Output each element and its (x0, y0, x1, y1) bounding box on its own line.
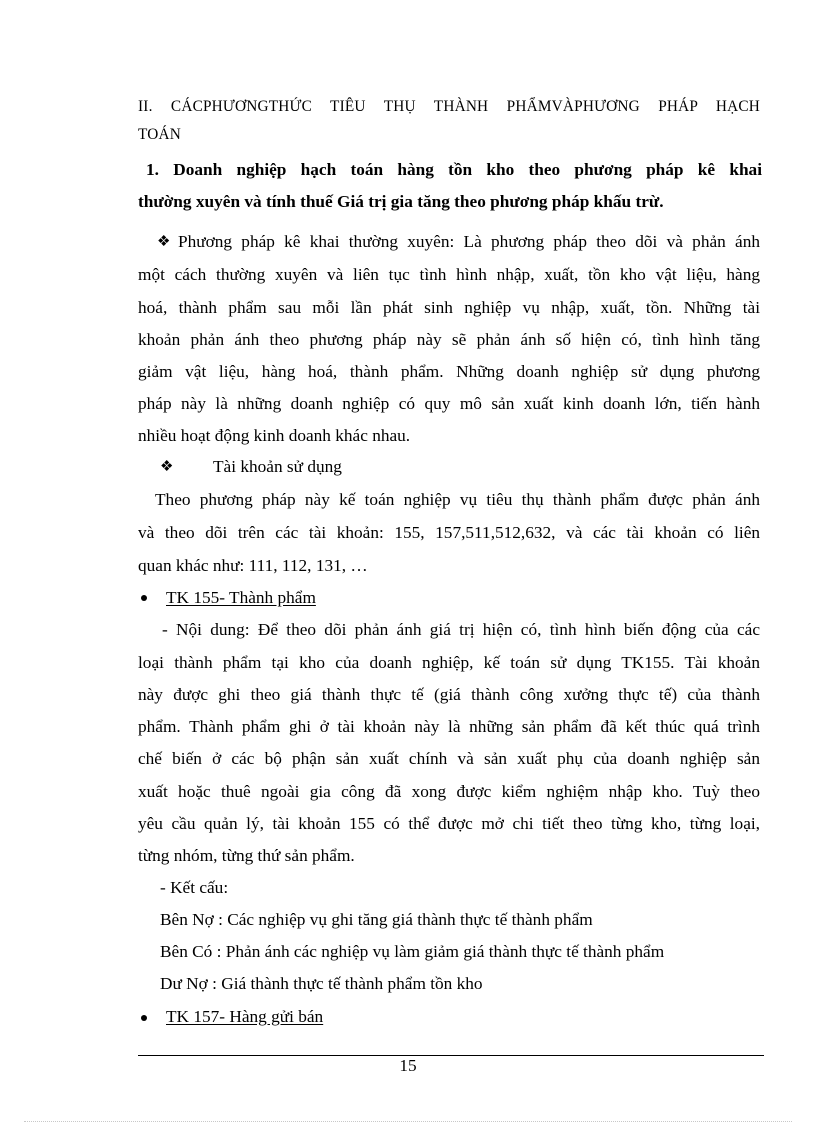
accounts-line-1: Theo phương pháp này kế toán nghiệp vụ tiêu thụ thành phẩm được phản ánh (155, 490, 760, 509)
accounts-line-3: quan khác như: 111, 112, 131, … (138, 556, 368, 575)
kkx-line-3: hoá, thành phẩm sau mỗi lần phát sinh nghiệp vụ nhập, xuất, tồn. Những tài (138, 298, 760, 317)
kkx-line-7: nhiều hoạt động kinh doanh khác nhau. (138, 426, 411, 445)
diamond-bullet-icon: ❖ (160, 459, 174, 475)
kkx-line-4: khoản phản ánh theo phương pháp này sẽ phản ánh số hiện có, tình hình tăng (138, 330, 760, 349)
kkx-line-1: Phương pháp kê khai thường xuyên: Là phương pháp theo dõi và phản ánh (178, 232, 760, 251)
accounts-used-label: Tài khoản sử dụng (213, 457, 342, 476)
tk155-content-line-1: - Nội dung: Để theo dõi phản ánh giá trị hiện có, tình hình biến động của các (162, 620, 760, 639)
bullet-dot-icon (141, 595, 147, 601)
tk155-content-line-5: chế biến ở các bộ phận sản xuất chính và sản xuất phụ của doanh nghiệp sản (138, 749, 760, 768)
tk155-content-line-7: yêu cầu quản lý, tài khoản 155 có thể được mở chi tiết theo từng kho, từng loại, (138, 814, 760, 833)
tk155-content-line-4: phẩm. Thành phẩm ghi ở tài khoản này là những sản phẩm đã kết thúc quá trình (138, 717, 760, 736)
tk155-structure-label: - Kết cấu: (160, 878, 229, 897)
tk155-content-line-3: này được ghi theo giá thành thực tế (giá thành công xưởng thực tế) của thành (138, 685, 760, 704)
page-number: 15 (399, 1056, 417, 1075)
tk157-title: TK 157- Hàng gửi bán (166, 1007, 324, 1026)
tk155-content-line-8: từng nhóm, từng thứ sản phẩm. (138, 846, 355, 865)
kkx-line-2: một cách thường xuyên và liên tục tình hình nhập, xuất, tồn kho vật liệu, hàng (138, 265, 760, 284)
tk155-title: TK 155- Thành phẩm (166, 588, 316, 607)
tk155-balance: Dư Nợ : Giá thành thực tế thành phẩm tồn kho (160, 974, 483, 993)
diamond-bullet-icon: ❖ (157, 234, 171, 250)
subheading-line-1: 1. Doanh nghiệp hạch toán hàng tồn kho theo phương pháp kê khai (146, 160, 762, 179)
tk155-credit: Bên Có : Phản ánh các nghiệp vụ làm giảm giá thành thực tế thành phẩm (160, 942, 665, 961)
kkx-line-6: pháp này là những doanh nghiệp có quy mô sản xuất kinh doanh lớn, tiến hành (138, 394, 760, 413)
tk155-debit: Bên Nợ : Các nghiệp vụ ghi tăng giá thành thực tế thành phẩm (160, 910, 593, 929)
section-heading-line-1: II. CÁCPHƯƠNGTHỨC TIÊU THỤ THÀNH PHẨMVÀPHƯƠNG PHÁP HẠCH (138, 98, 760, 115)
tk155-content-line-2: loại thành phẩm tại kho của doanh nghiệp, kế toán sử dụng TK155. Tài khoản (138, 653, 760, 672)
accounts-line-2: và theo dõi trên các tài khoản: 155, 157,511,512,632, và các tài khoản có liên (138, 523, 760, 542)
section-heading-line-2: TOÁN (138, 126, 182, 143)
bullet-dot-icon (141, 1015, 147, 1021)
tk155-content-line-6: xuất hoặc thuê ngoài gia công đã xong được kiểm nghiệm nhập kho. Tuỳ theo (138, 782, 760, 801)
kkx-line-5: giảm vật liệu, hàng hoá, thành phẩm. Những doanh nghiệp sử dụng phương (138, 362, 760, 381)
subheading-line-2: thường xuyên và tính thuế Giá trị gia tăng theo phương pháp khấu trừ. (138, 192, 664, 211)
page-boundary (24, 1121, 792, 1122)
